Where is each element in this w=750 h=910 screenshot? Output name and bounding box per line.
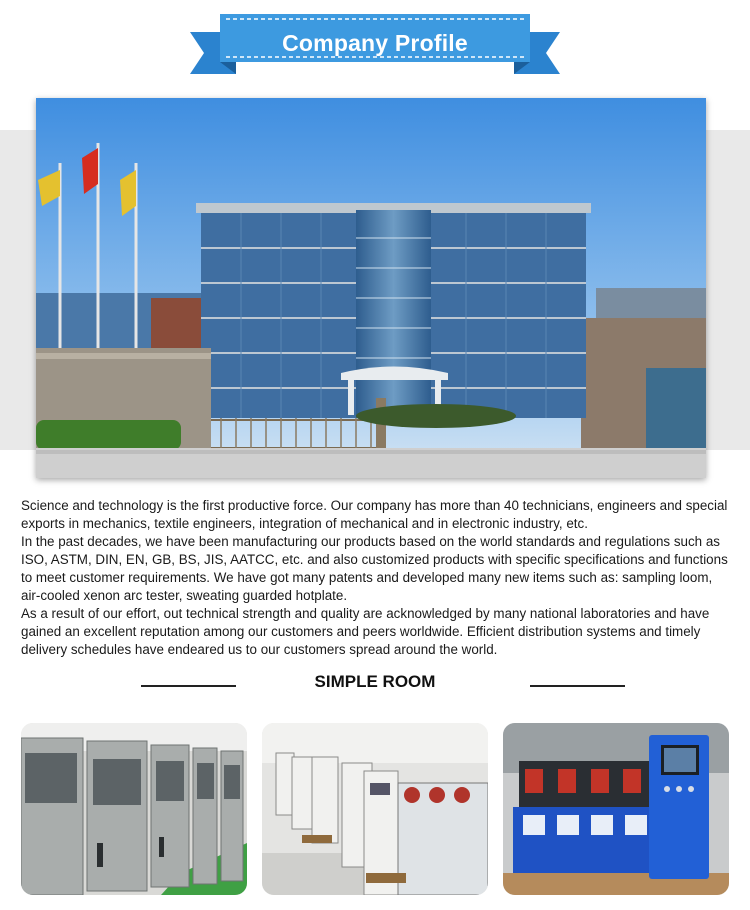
company-profile-banner	[190, 14, 560, 76]
simple-room-heading	[0, 670, 750, 694]
background-band-left	[0, 130, 40, 450]
cabinet-row-photo	[21, 723, 247, 895]
description-paragraph-1: Science and technology is the first productive force. Our company has more than 40 technicians, engineers and special exports in mechanics, textile engineers, integration of mechanical and in electronic industry, etc.	[21, 498, 728, 531]
company-description	[21, 497, 733, 659]
winding-machines-photo	[262, 723, 488, 895]
blue-machine-photo	[503, 723, 729, 895]
office-building-photo	[36, 98, 706, 478]
description-paragraph-3: As a result of our effort, out technical strength and quality are acknowledged by many national laboratories and have gained an excellent reputation among our customers and peers worldwide. Efficient distribution systems and timely delivery schedules have endeared us to our customers spread around the world.	[21, 606, 710, 657]
room-gallery	[0, 723, 750, 895]
banner-title: Company Profile	[282, 30, 468, 56]
description-paragraph-2: In the past decades, we have been manufacturing our products based on the world standards and regulations such as ISO, ASTM, DIN, EN, GB, BS, JIS, AATCC, etc. and also customized products with specific specifications and functions to meet customer requirements. We have got many patents and developed many new items such as: sampling loom, air-cooled xenon arc tester, sweating guarded hotplate.	[21, 534, 728, 603]
background-band-right	[705, 130, 750, 450]
section-title: SIMPLE ROOM	[314, 672, 436, 691]
